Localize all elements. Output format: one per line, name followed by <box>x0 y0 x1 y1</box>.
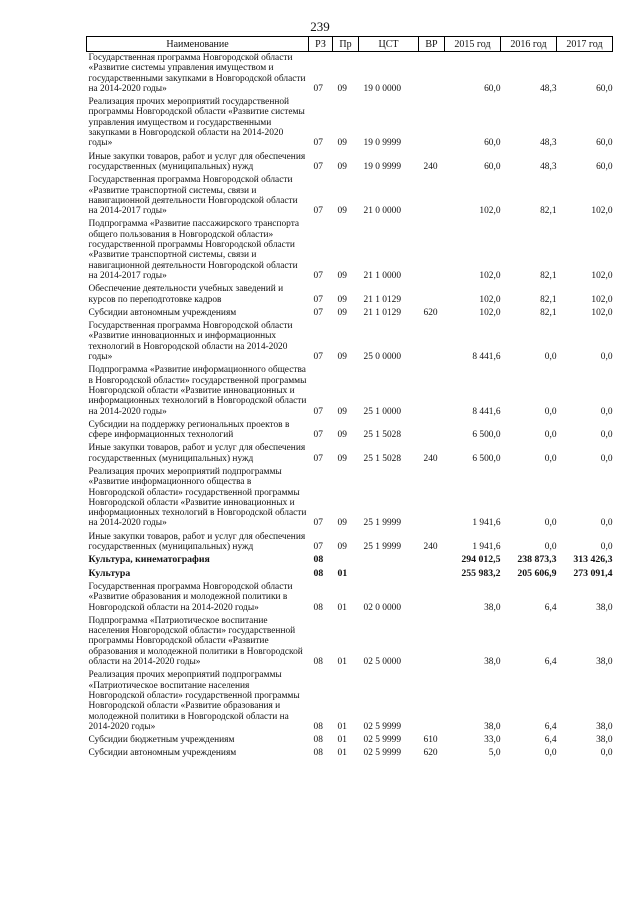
cell-cst: 02 5 9999 <box>363 721 401 732</box>
cell-2016: 82,1 <box>540 307 557 318</box>
header-vr: ВР <box>419 37 445 52</box>
cell-2016: 6,4 <box>544 602 557 613</box>
cell-rz: 07 <box>313 206 323 217</box>
cell-2017: 0,0 <box>600 430 613 441</box>
cell-pr: 09 <box>337 307 347 318</box>
cell-2015: 60,0 <box>484 83 501 94</box>
cell-pr: 09 <box>337 453 347 464</box>
cell-cst: 21 1 0129 <box>363 294 401 305</box>
cell-name: Субсидии автономным учреждениям <box>88 748 237 759</box>
cell-pr: 09 <box>337 542 347 553</box>
cell-rz: 07 <box>313 294 323 305</box>
cell-rz: 08 <box>313 721 323 732</box>
cell-vr <box>419 320 445 364</box>
cell-cst: 02 0 0000 <box>363 602 401 613</box>
cell-pr: 09 <box>337 518 347 529</box>
table-row <box>87 747 613 760</box>
cell-vr <box>419 669 445 734</box>
cell-2016: 0,0 <box>544 542 557 553</box>
cell-2015: 294 012,5 <box>461 554 501 566</box>
cell-vr <box>419 218 445 283</box>
cell-pr: 01 <box>337 748 347 759</box>
cell-2017: 38,0 <box>596 602 613 613</box>
cell-2017: 0,0 <box>600 352 613 363</box>
cell-2017: 273 091,4 <box>573 567 613 579</box>
header-2015: 2015 год <box>445 37 501 52</box>
cell-cst: 25 0 0000 <box>363 352 401 363</box>
cell-rz: 07 <box>313 307 323 318</box>
cell-2015: 33,0 <box>484 735 501 746</box>
cell-rz: 07 <box>313 518 323 529</box>
table-row <box>87 320 613 364</box>
cell-2015: 8 441,6 <box>472 352 501 363</box>
table-row <box>87 364 613 418</box>
cell-cst: 25 1 5028 <box>363 430 401 441</box>
cell-2015: 6 500,0 <box>472 453 501 464</box>
cell-cst: 19 0 9999 <box>363 138 401 149</box>
cell-vr <box>419 96 445 150</box>
cell-cst <box>359 568 419 581</box>
cell-name: Реализация прочих мероприятий подпрограммы «Патриотическое воспитание населения Новгородской области» государственной программы Новгородской области «Развитие образования и молодежной политики в Новгородской области на 2014-2020 годы» <box>88 670 300 732</box>
cell-2016: 82,1 <box>540 206 557 217</box>
cell-cst: 21 1 0000 <box>363 270 401 281</box>
table-row <box>87 568 613 581</box>
cell-name: Реализация прочих мероприятий подпрограммы «Развитие информационного общества в Новгородской области» государственной программы Новгородской области «Развитие инновационных и информационных технологий в Новгородской области на 2014-2020 годы» <box>88 466 307 529</box>
cell-name: Субсидии бюджетным учреждениям <box>88 735 235 746</box>
cell-2017: 38,0 <box>596 657 613 668</box>
cell-rz: 08 <box>313 602 323 613</box>
cell-2015: 60,0 <box>484 161 501 172</box>
cell-vr <box>419 419 445 443</box>
table-row <box>87 531 613 555</box>
cell-2016: 0,0 <box>544 453 557 464</box>
cell-vr: 620 <box>423 748 438 759</box>
cell-name: Государственная программа Новгородской области «Развитие образования и молодежной политики в Новгородской области на 2014-2020 годы» <box>88 581 293 613</box>
cell-name: Государственная программа Новгородской области «Развитие системы управления имуществом и государственными закупками в Новгородской области на 2014-2020 годы» <box>88 53 306 94</box>
cell-pr: 09 <box>337 161 347 172</box>
cell-name: Подпрограмма «Патриотическое воспитание населения Новгородской области» государственной программы Новгородской области «Развитие образования и молодежной политики в Новгородской области на 2014-2020 годы» <box>88 615 303 668</box>
cell-cst: 19 0 0000 <box>363 83 401 94</box>
cell-name: Обеспечение деятельности учебных заведений и курсов по переподготовке кадров <box>88 284 284 305</box>
cell-2016: 6,4 <box>544 721 557 732</box>
cell-name: Иные закупки товаров, работ и услуг для обеспечения государственных (муниципальных) нужд <box>88 531 306 553</box>
table-row <box>87 307 613 320</box>
cell-2016: 205 606,9 <box>517 567 557 579</box>
cell-name: Подпрограмма «Развитие пассажирского транспорта общего пользования в Новгородской области» государственной программы Новгородской области «Развитие транспортной системы, связи и навигационной деятельности Новгородской области на 2014-2017 годы» <box>88 219 300 281</box>
cell-rz: 08 <box>313 554 324 566</box>
cell-2016: 82,1 <box>540 294 557 305</box>
cell-pr: 09 <box>337 352 347 363</box>
header-rz: РЗ <box>309 37 333 52</box>
table-row <box>87 669 613 734</box>
table-row <box>87 554 613 567</box>
cell-2016: 0,0 <box>544 406 557 417</box>
cell-name: Культура, кинематография <box>88 554 210 566</box>
cell-2016: 82,1 <box>540 270 557 281</box>
cell-2015: 60,0 <box>484 138 501 149</box>
cell-pr: 01 <box>337 721 347 732</box>
cell-cst: 25 1 0000 <box>363 406 401 417</box>
budget-table <box>86 36 613 761</box>
table-row <box>87 283 613 307</box>
cell-rz: 08 <box>313 567 324 579</box>
cell-rz: 07 <box>313 453 323 464</box>
cell-2016: 6,4 <box>544 657 557 668</box>
cell-vr <box>419 174 445 218</box>
cell-2017: 102,0 <box>591 294 613 305</box>
cell-2016: 48,3 <box>540 83 557 94</box>
cell-vr <box>419 364 445 418</box>
cell-vr: 610 <box>423 735 438 746</box>
cell-2017: 0,0 <box>600 518 613 529</box>
cell-vr: 240 <box>423 542 438 553</box>
cell-2015: 38,0 <box>484 657 501 668</box>
cell-2016: 0,0 <box>544 748 557 759</box>
table-row <box>87 442 613 466</box>
cell-2017: 60,0 <box>596 138 613 149</box>
table-header-row <box>87 37 613 52</box>
cell-2015: 1 941,6 <box>472 518 501 529</box>
header-pr: Пр <box>333 37 359 52</box>
cell-rz: 07 <box>313 542 323 553</box>
cell-cst <box>359 554 419 567</box>
cell-cst: 21 0 0000 <box>363 206 401 217</box>
cell-name: Реализация прочих мероприятий государственной программы Новгородской области «Развитие системы управления имуществом и государственными закупками в Новгородской области на 2014-2020 годы» <box>88 97 305 149</box>
cell-cst: 19 0 9999 <box>363 161 401 172</box>
cell-pr: 09 <box>337 206 347 217</box>
cell-name: Субсидии автономным учреждениям <box>88 307 237 318</box>
cell-2015: 102,0 <box>479 270 501 281</box>
cell-pr: 09 <box>337 83 347 94</box>
cell-2017: 102,0 <box>591 270 613 281</box>
cell-name: Государственная программа Новгородской области «Развитие транспортной системы, связи и навигационной деятельности Новгородской области на 2014-2017 годы» <box>88 175 298 217</box>
table-row <box>87 151 613 175</box>
header-2017: 2017 год <box>557 37 613 52</box>
cell-rz: 07 <box>313 138 323 149</box>
cell-rz: 07 <box>313 161 323 172</box>
cell-name: Иные закупки товаров, работ и услуг для обеспечения государственных (муниципальных) нужд <box>88 151 306 172</box>
cell-vr <box>419 466 445 531</box>
table-row <box>87 174 613 218</box>
cell-vr <box>419 615 445 669</box>
cell-2015: 102,0 <box>479 294 501 305</box>
cell-rz: 07 <box>313 83 323 94</box>
cell-cst: 25 1 9999 <box>363 518 401 529</box>
cell-name: Культура <box>88 567 131 579</box>
cell-2017: 0,0 <box>600 453 613 464</box>
cell-rz: 08 <box>313 748 323 759</box>
table-row <box>87 52 613 97</box>
cell-name: Иные закупки товаров, работ и услуг для обеспечения государственных (муниципальных) нужд <box>88 443 306 464</box>
cell-2017: 60,0 <box>596 161 613 172</box>
table-row <box>87 419 613 443</box>
cell-rz: 08 <box>313 735 323 746</box>
table-row <box>87 615 613 669</box>
cell-2015: 102,0 <box>479 307 501 318</box>
table-row <box>87 466 613 531</box>
header-cst: ЦСТ <box>359 37 419 52</box>
cell-pr: 09 <box>337 294 347 305</box>
cell-vr <box>419 568 445 581</box>
cell-2015: 1 941,6 <box>472 542 501 553</box>
cell-cst: 02 5 9999 <box>363 735 401 746</box>
cell-pr: 09 <box>337 138 347 149</box>
cell-vr <box>419 554 445 567</box>
cell-2017: 38,0 <box>596 721 613 732</box>
cell-2015: 102,0 <box>479 206 501 217</box>
table-row <box>87 218 613 283</box>
cell-2016: 48,3 <box>540 161 557 172</box>
cell-2015: 38,0 <box>484 602 501 613</box>
cell-cst: 25 1 9999 <box>363 542 401 553</box>
cell-2015: 255 983,2 <box>461 567 501 579</box>
cell-pr: 01 <box>337 602 347 613</box>
cell-cst: 25 1 5028 <box>363 453 401 464</box>
cell-pr: 09 <box>337 406 347 417</box>
cell-2017: 0,0 <box>600 406 613 417</box>
cell-name: Государственная программа Новгородской области «Развитие инновационных и информационных технологий в Новгородской области на 2014-2020 годы» <box>88 321 293 363</box>
cell-rz: 07 <box>313 270 323 281</box>
cell-2017: 102,0 <box>591 206 613 217</box>
cell-rz: 08 <box>313 657 323 668</box>
cell-vr: 240 <box>423 453 438 464</box>
cell-2016: 6,4 <box>544 735 557 746</box>
cell-2017: 38,0 <box>596 735 613 746</box>
cell-cst: 02 5 9999 <box>363 748 401 759</box>
cell-2015: 6 500,0 <box>472 430 501 441</box>
cell-pr: 09 <box>337 270 347 281</box>
header-2016: 2016 год <box>501 37 557 52</box>
cell-cst: 21 1 0129 <box>363 307 401 318</box>
cell-2017: 313 426,3 <box>573 554 613 566</box>
cell-cst: 02 5 0000 <box>363 657 401 668</box>
cell-vr <box>419 581 445 615</box>
cell-2016: 0,0 <box>544 430 557 441</box>
cell-vr <box>419 52 445 97</box>
cell-pr: 01 <box>337 657 347 668</box>
cell-vr: 620 <box>423 307 438 318</box>
table-row <box>87 96 613 150</box>
cell-2016: 238 873,3 <box>517 554 557 566</box>
cell-pr: 01 <box>337 567 348 579</box>
cell-2017: 60,0 <box>596 83 613 94</box>
cell-2016: 0,0 <box>544 352 557 363</box>
cell-2015: 38,0 <box>484 721 501 732</box>
cell-2015: 5,0 <box>488 748 501 759</box>
cell-rz: 07 <box>313 406 323 417</box>
table-row <box>87 734 613 747</box>
page-number: 239 <box>310 19 330 34</box>
cell-2017: 0,0 <box>600 542 613 553</box>
cell-2015: 8 441,6 <box>472 406 501 417</box>
cell-2017: 102,0 <box>591 307 613 318</box>
cell-vr <box>419 283 445 307</box>
cell-2016: 48,3 <box>540 138 557 149</box>
cell-2017: 0,0 <box>600 748 613 759</box>
cell-pr: 09 <box>337 430 347 441</box>
cell-rz: 07 <box>313 352 323 363</box>
cell-2016: 0,0 <box>544 518 557 529</box>
cell-pr <box>333 554 359 567</box>
cell-vr: 240 <box>423 161 438 172</box>
cell-rz: 07 <box>313 430 323 441</box>
header-name: Наименование <box>87 37 309 52</box>
table-row <box>87 581 613 615</box>
cell-pr: 01 <box>337 735 347 746</box>
cell-name: Субсидии на поддержку региональных проектов в сфере информационных технологий <box>88 419 290 441</box>
cell-name: Подпрограмма «Развитие информационного общества в Новгородской области» государственной программы Новгородской области «Развитие инновационных и информационных технологий в Новгородской области на 2014-2020 годы» <box>88 365 307 417</box>
